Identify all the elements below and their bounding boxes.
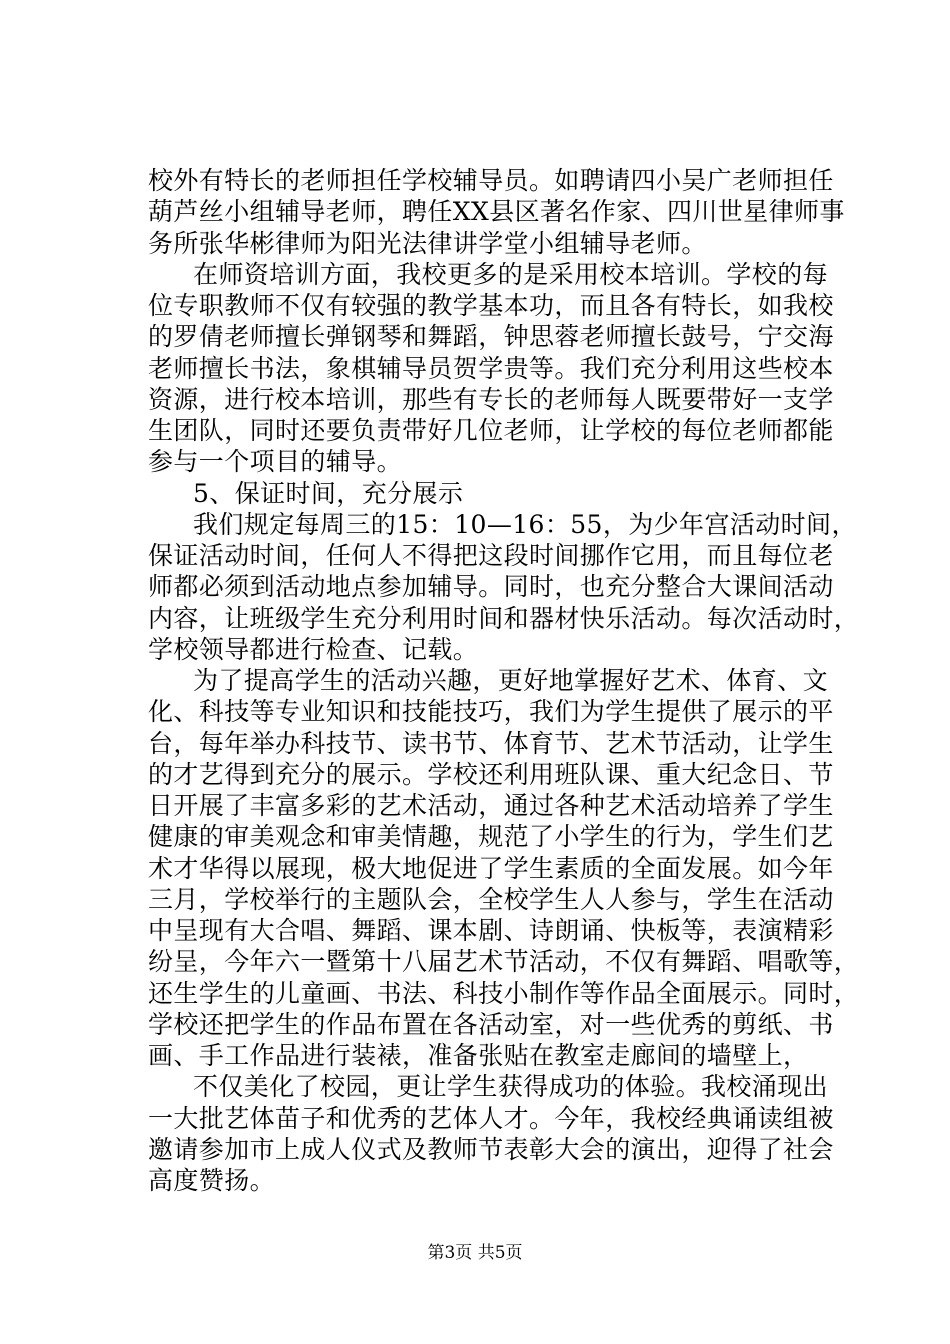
text-line: 在师资培训方面，我校更多的是采用校本培训。学校的每 bbox=[193, 259, 829, 289]
text-line: 为了提高学生的活动兴趣，更好地掌握好艺术、体育、文 bbox=[193, 666, 829, 695]
text-line: 学校领导都进行检查、记载。 bbox=[148, 634, 479, 664]
body-text bbox=[148, 165, 860, 1196]
text-line: 还生学生的儿童画、书法、科技小制作等作品全面展示。同时， bbox=[148, 978, 860, 1008]
text-line: 老师擅长书法，象棋辅导员贺学贵等。我们充分利用这些校本 bbox=[148, 353, 834, 383]
text-line: 画、手工作品进行装裱，准备张贴在教室走廊间的墙壁上， bbox=[148, 1041, 809, 1070]
text-line: 日开展了丰富多彩的艺术活动，通过各种艺术活动培养了学生 bbox=[148, 791, 834, 820]
text-line: 资源，进行校本培训，那些有专长的老师每人既要带好一支学 bbox=[148, 384, 834, 414]
text-line: 保证活动时间，任何人不得把这段时间挪作它用，而且每位老 bbox=[148, 541, 834, 570]
page-footer: 第3页 共5页 bbox=[427, 1243, 523, 1263]
text-line: 邀请参加市上成人仪式及教师节表彰大会的演出，迎得了社会 bbox=[148, 1134, 834, 1164]
text-line: 一大批艺体苗子和优秀的艺体人才。今年，我校经典诵读组被 bbox=[148, 1103, 834, 1133]
text-line: 术才华得以展现，极大地促进了学生素质的全面发展。如今年 bbox=[148, 853, 834, 883]
text-line: 务所张华彬律师为阳光法律讲学堂小组辅导老师。 bbox=[148, 228, 707, 258]
text-line: 生团队，同时还要负责带好几位老师，让学校的每位老师都能 bbox=[148, 416, 834, 445]
text-line: 参与一个项目的辅导。 bbox=[148, 447, 403, 477]
text-line: 5、保证时间，充分展示 bbox=[193, 478, 464, 508]
text-line: 我们规定每周三的15：10—16：55，为少年宫活动时间， bbox=[193, 509, 857, 539]
text-line: 葫芦丝小组辅导老师，聘任XX县区著名作家、四川世星律师事 bbox=[148, 197, 845, 227]
text-line: 师都必须到活动地点参加辅导。同时，也充分整合大课间活动 bbox=[148, 572, 834, 602]
text-line: 的才艺得到充分的展示。学校还利用班队课、重大纪念日、节 bbox=[148, 759, 834, 789]
text-line: 化、科技等专业知识和技能技巧，我们为学生提供了展示的平 bbox=[148, 697, 834, 727]
text-line: 三月，学校举行的主题队会，全校学生人人参与，学生在活动 bbox=[148, 884, 834, 914]
text-line: 高度赞扬。 bbox=[148, 1166, 276, 1195]
text-line: 内容，让班级学生充分利用时间和器材快乐活动。每次活动时， bbox=[148, 603, 860, 633]
text-line: 不仅美化了校园，更让学生获得成功的体验。我校涌现出 bbox=[193, 1072, 829, 1102]
text-line: 位专职教师不仅有较强的教学基本功，而且各有特长，如我校 bbox=[148, 291, 834, 320]
text-line: 台，每年举办科技节、读书节、体育节、艺术节活动，让学生 bbox=[148, 728, 834, 758]
text-line: 校外有特长的老师担任学校辅导员。如聘请四小吴广老师担任 bbox=[148, 166, 834, 195]
text-line: 纷呈，今年六一暨第十八届艺术节活动，不仅有舞蹈、唱歌等， bbox=[148, 947, 860, 977]
text-line: 中呈现有大合唱、舞蹈、课本剧、诗朗诵、快板等，表演精彩 bbox=[148, 916, 834, 945]
text-line: 健康的审美观念和审美情趣，规范了小学生的行为，学生们艺 bbox=[148, 822, 834, 852]
text-line: 的罗倩老师擅长弹钢琴和舞蹈，钟思蓉老师擅长鼓号，宁交海 bbox=[148, 322, 834, 352]
text-line: 学校还把学生的作品布置在各活动室，对一些优秀的剪纸、书 bbox=[148, 1009, 834, 1039]
